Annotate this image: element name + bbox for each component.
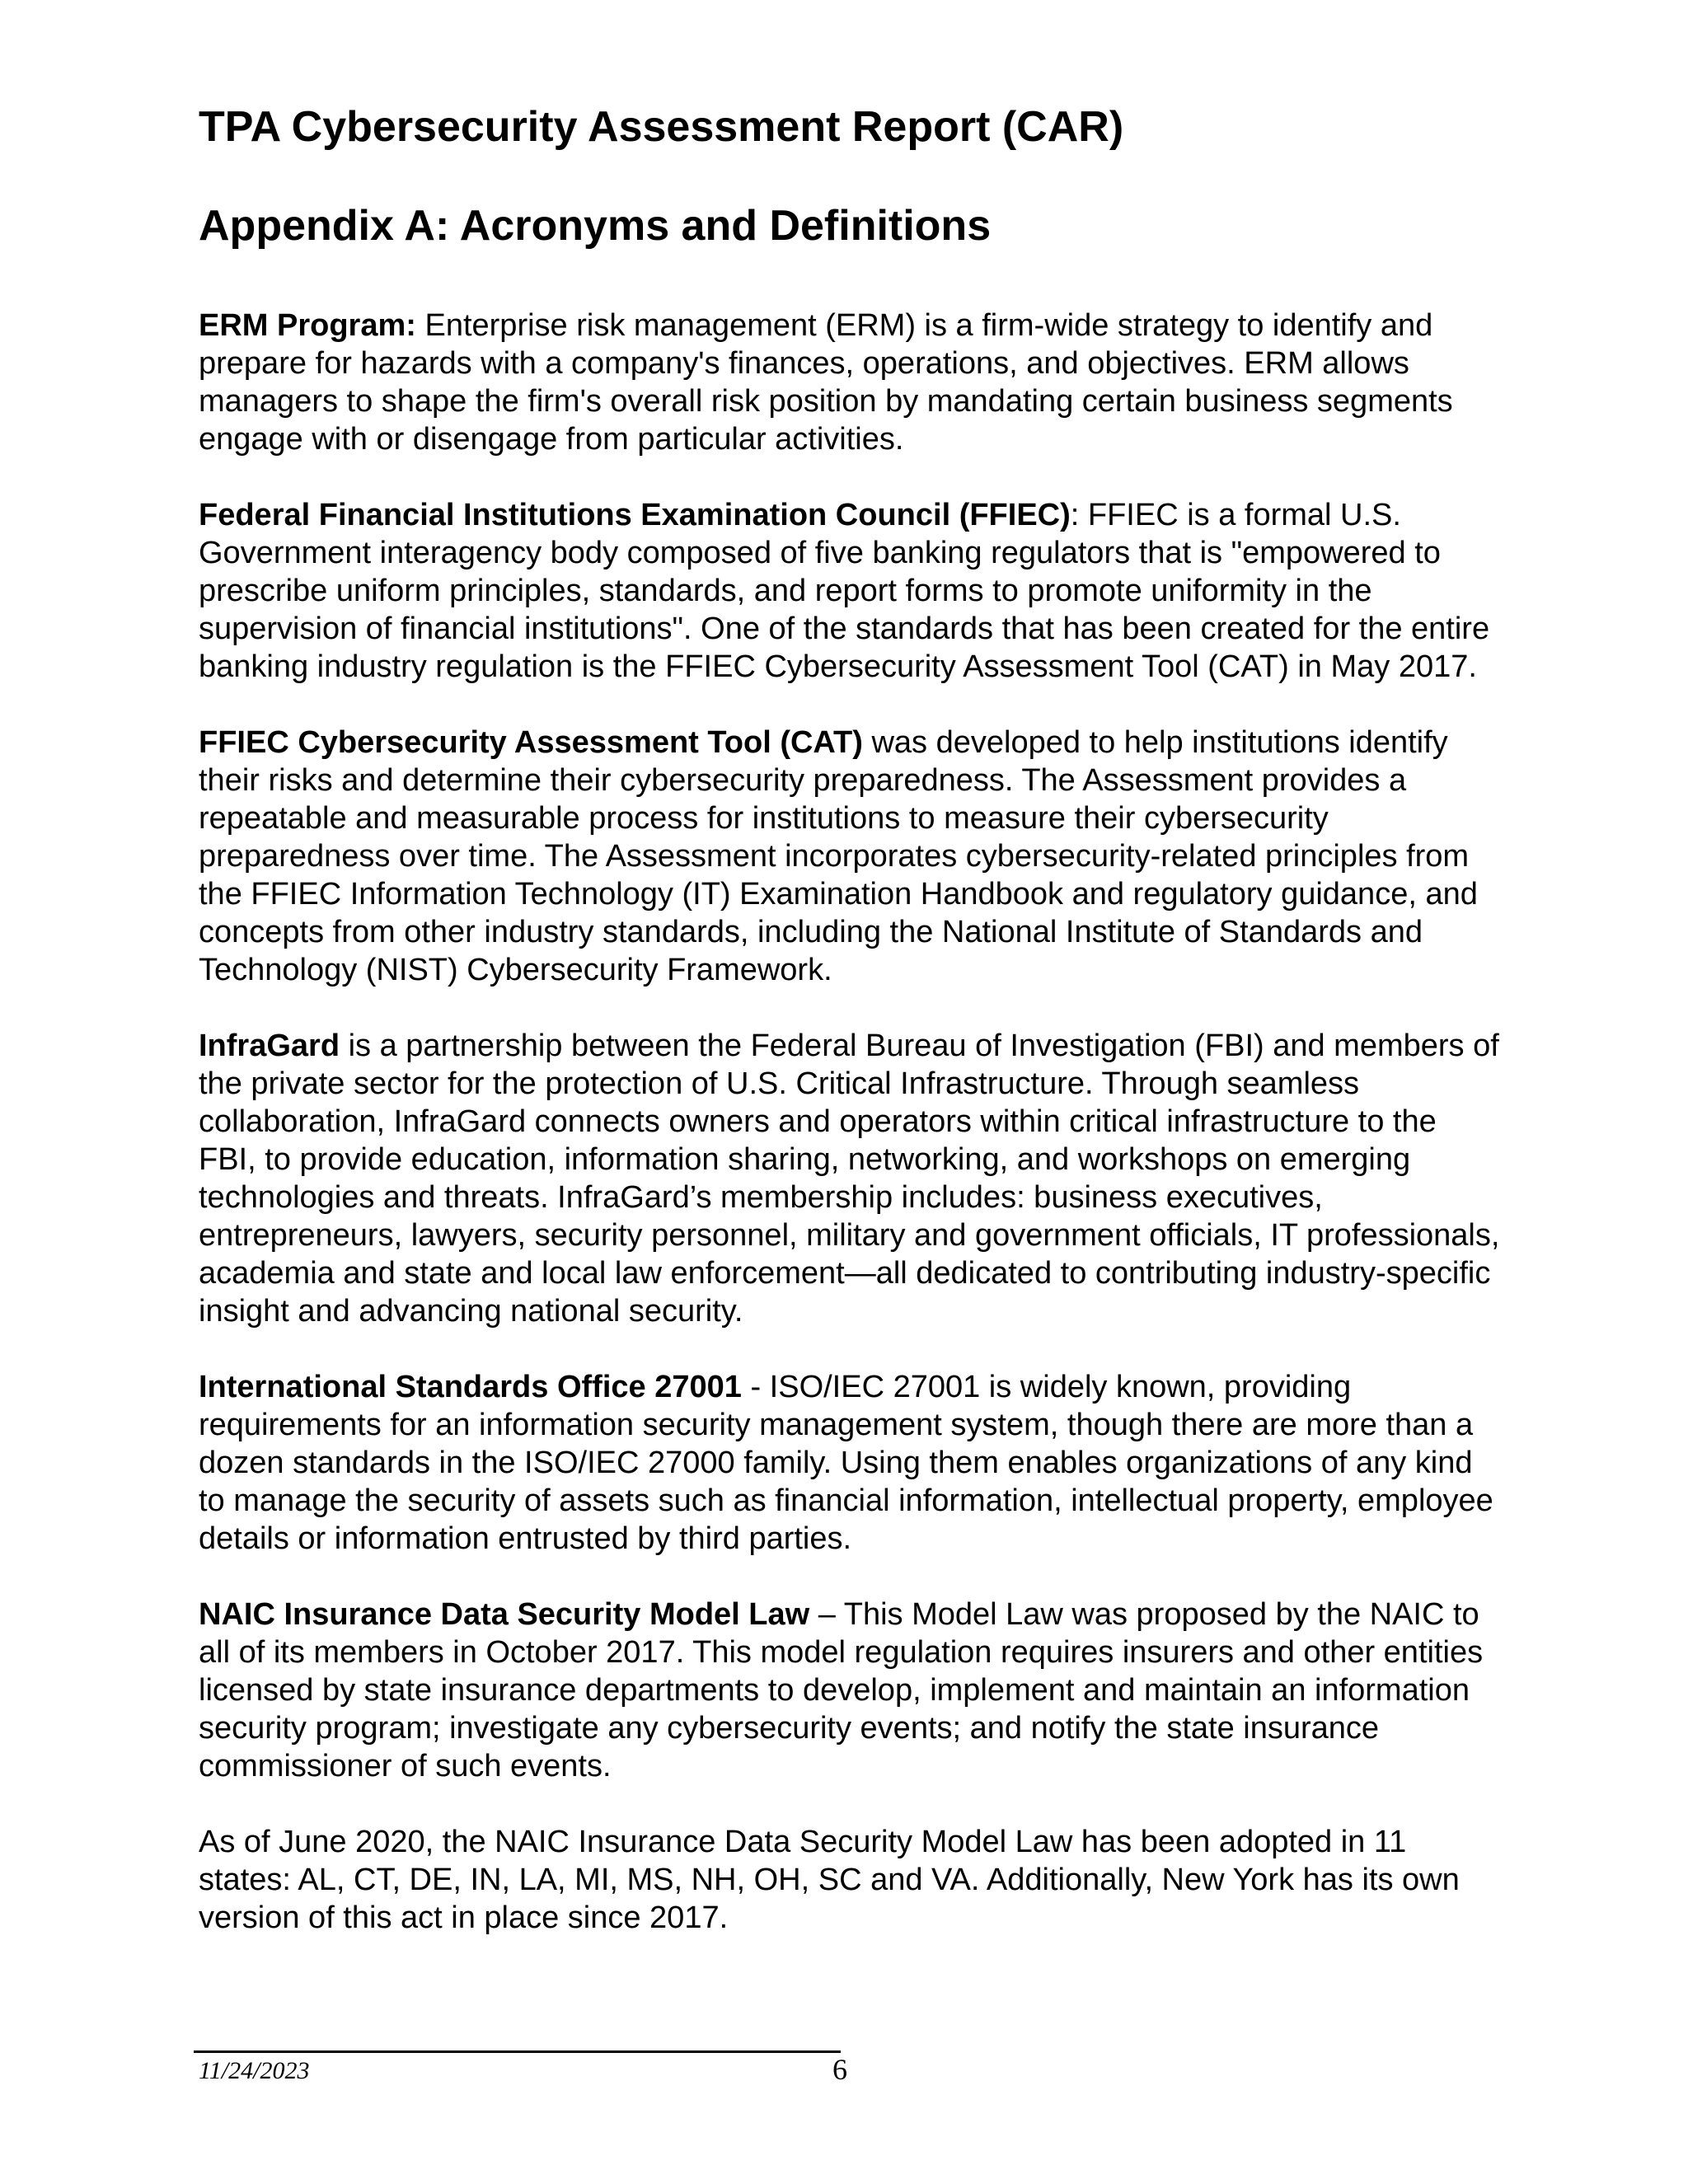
- definition-cat: [199, 724, 1501, 989]
- definition-term: International Standards Office 27001: [199, 1370, 742, 1404]
- definition-infragard: [199, 1027, 1501, 1330]
- definitions-list: [199, 307, 1501, 1937]
- page-number: 6: [832, 2053, 847, 2086]
- definition-term: Federal Financial Institutions Examination Council (FFIEC): [199, 498, 1071, 532]
- definition-text: is a partnership between the Federal Bureau of Investigation (FBI) and members of the private sector for the protection of U.S. Critical Infrastructure. Through seamless collaboration, InfraGard connects owners and operators within critical infrastructure to the FBI, to provide education, information sharing, networking, and workshops on emerging technologies and threats. InfraGard’s membership includes: business executives, entrepreneurs, lawyers, security personnel, military and government officials, IT professionals, academia and state and local law enforcement—all dedicated to contributing industry-specific insight and advancing national security.: [199, 1029, 1500, 1329]
- definition-naic: [199, 1596, 1501, 1785]
- appendix-heading: Appendix A: Acronyms and Definitions: [199, 202, 992, 250]
- definition-erm: [199, 307, 1501, 458]
- footer-divider: [194, 2050, 841, 2053]
- document-title: TPA Cybersecurity Assessment Report (CAR): [199, 103, 1124, 151]
- definition-text: – This Model Law was proposed by the NAIC to all of its members in October 2017. This model regulation requires insurers and other entities licensed by state insurance departments to develop, implement and maintain an information security program; investigate any cybersecurity events; and notify the state insurance commissioner of such events.: [199, 1597, 1484, 1783]
- adoption-paragraph: As of June 2020, the NAIC Insurance Data Security Model Law has been adopted in 11 states: AL, CT, DE, IN, LA, MI, MS, NH, OH, SC and VA. Additionally, New York has its own version of this act in place since 2017.: [199, 1825, 1460, 1935]
- definition-term: NAIC Insurance Data Security Model Law: [199, 1597, 810, 1632]
- definition-term: FFIEC Cybersecurity Assessment Tool (CAT): [199, 725, 863, 760]
- definition-iso27001: [199, 1368, 1501, 1558]
- footer-date: 11/24/2023: [199, 2057, 310, 2084]
- definition-text: : FFIEC is a formal U.S. Government interagency body composed of five banking regulators that is "empowered to prescribe uniform principles, standards, and report forms to promote uniformity in the supervision of financial institutions". One of the standards that has been created for the entire banking industry regulation is the FFIEC Cybersecurity Assessment Tool (CAT) in May 2017.: [199, 498, 1490, 684]
- definition-text: Enterprise risk management (ERM) is a firm-wide strategy to identify and prepare for hazards with a company's finances, operations, and objectives. ERM allows managers to shape the firm's overall risk position by mandating certain business segments engage with or disengage from particular activities.: [199, 308, 1453, 457]
- definition-term: InfraGard: [199, 1029, 340, 1063]
- document-page: [199, 97, 1501, 1975]
- definition-term: ERM Program:: [199, 308, 416, 343]
- definition-ffiec: [199, 496, 1501, 686]
- definition-text: was developed to help institutions identify their risks and determine their cybersecurity preparedness. The Assessment provides a repeatable and measurable process for institutions to measure their cybersecurity preparedness over time. The Assessment incorporates cybersecurity-related principles from the FFIEC Information Technology (IT) Examination Handbook and regulatory guidance, and concepts from other industry standards, including the National Institute of Standards and Technology (NIST) Cybersecurity Framework.: [199, 725, 1478, 987]
- definition-text: - ISO/IEC 27001 is widely known, providing requirements for an information security management system, though there are more than a dozen standards in the ISO/IEC 27000 family. Using them enables organizations of any kind to manage the security of assets such as financial information, intellectual property, employee details or information entrusted by third parties.: [199, 1370, 1493, 1556]
